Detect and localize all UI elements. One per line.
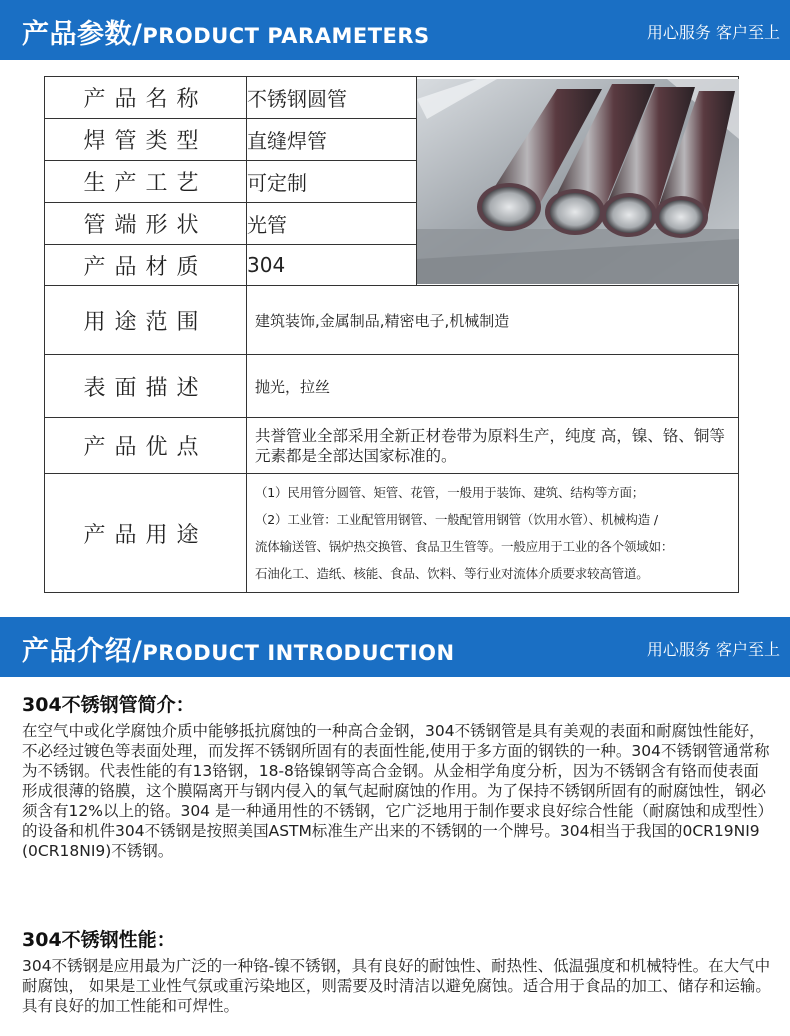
product-photo-cell (417, 77, 739, 286)
usage-line: （2）工业管：工业配管用钢管、一般配管用钢管（饮用水管）、机械构造 / (255, 512, 658, 527)
usage-line: 流体输送管、锅炉热交换管、食品卫生管等。一般应用于工业的各个领域如： (255, 539, 674, 554)
row-label: 产品优点 (45, 418, 247, 474)
row-value: 光管 (247, 203, 417, 245)
row-value: 直缝焊管 (247, 119, 417, 161)
section-title-cn: 产品参数/ (22, 19, 143, 50)
row-value: 抛光，拉丝 (247, 355, 739, 418)
row-label: 表面描述 (45, 355, 247, 418)
usage-line: （1）民用管分圆管、矩管、花管，一般用于装饰、建筑、结构等方面； (255, 485, 645, 500)
row-label: 生产工艺 (45, 161, 247, 203)
row-value: 建筑装饰,金属制品,精密电子,机械制造 (247, 286, 739, 355)
usage-line: 石油化工、造纸、核能、食品、饮料、等行业对流体介质要求较高管道。 (255, 566, 649, 581)
section-title (22, 12, 430, 51)
stainless-pipes-photo (417, 79, 739, 284)
intro-heading: 304不锈钢性能： (22, 929, 176, 951)
row-value: 可定制 (247, 161, 417, 203)
section-banner-parameters (0, 0, 790, 60)
row-label: 管端形状 (45, 203, 247, 245)
section-title (22, 629, 455, 668)
row-label: 焊管类型 (45, 119, 247, 161)
row-label: 产品用途 (45, 474, 247, 593)
section-slogan: 用心服务 客户至上 (646, 23, 780, 42)
row-label: 产品名称 (45, 77, 247, 119)
row-value-list (247, 474, 739, 593)
table-row (45, 77, 739, 119)
intro-heading: 304不锈钢管简介： (22, 694, 195, 716)
row-label: 产品材质 (45, 245, 247, 286)
section-slogan: 用心服务 客户至上 (646, 640, 780, 659)
row-value: 304 (247, 245, 417, 286)
section-banner-introduction (0, 617, 790, 677)
section-title-en: PRODUCT INTRODUCTION (142, 641, 455, 665)
parameters-table (44, 76, 739, 593)
table-row (45, 418, 739, 474)
section-title-en: PRODUCT PARAMETERS (142, 24, 430, 48)
row-value: 不锈钢圆管 (247, 77, 417, 119)
intro-paragraph: 304不锈钢是应用最为广泛的一种铬-镍不锈钢，具有良好的耐蚀性、耐热性、低温强度和机械特性。在大气中耐腐蚀， 如果是工业性气氛或重污染地区，则需要及时清洁以避免腐蚀。适合用于食品的加工、储存和运输。 具有良好的加工性能和可焊性。 (22, 957, 771, 1015)
row-label: 用途范围 (45, 286, 247, 355)
row-value: 共誉管业全部采用全新正材卷带为原料生产，纯度 高，镍、铬、铜等元素都是全部达国家标准的。 (247, 418, 739, 474)
intro-paragraph: 在空气中或化学腐蚀介质中能够抵抗腐蚀的一种高合金钢，304不锈钢管是具有美观的表面和耐腐蚀性能好，不必经过镀色等表面处理，而发挥不锈钢所固有的表面性能,使用于多方面的钢铁的一种。304不锈钢管通常称为不锈钢。代表性能的有13铬钢，18-8铬镍钢等高合金钢。从金相学角度分析，因为不锈钢含有铬而使表面形成很薄的铬膜，这个膜隔离开与钢内侵入的氧气起耐腐蚀的作用。为了保持不锈钢所固有的耐腐蚀性，钢必须含有12%以上的铬。304 是一种通用性的不锈钢，它广泛地用于制作要求良好综合性能（耐腐蚀和成型性）的设备和机件304不锈钢是按照美国ASTM标准生产出来的不锈钢的一个牌号。304相当于我国的0CR19NI9 (0CR18NI9)不锈钢。 (22, 722, 770, 860)
table-row (45, 474, 739, 593)
section-title-cn: 产品介绍/ (22, 636, 143, 667)
table-row (45, 355, 739, 418)
table-row (45, 286, 739, 355)
